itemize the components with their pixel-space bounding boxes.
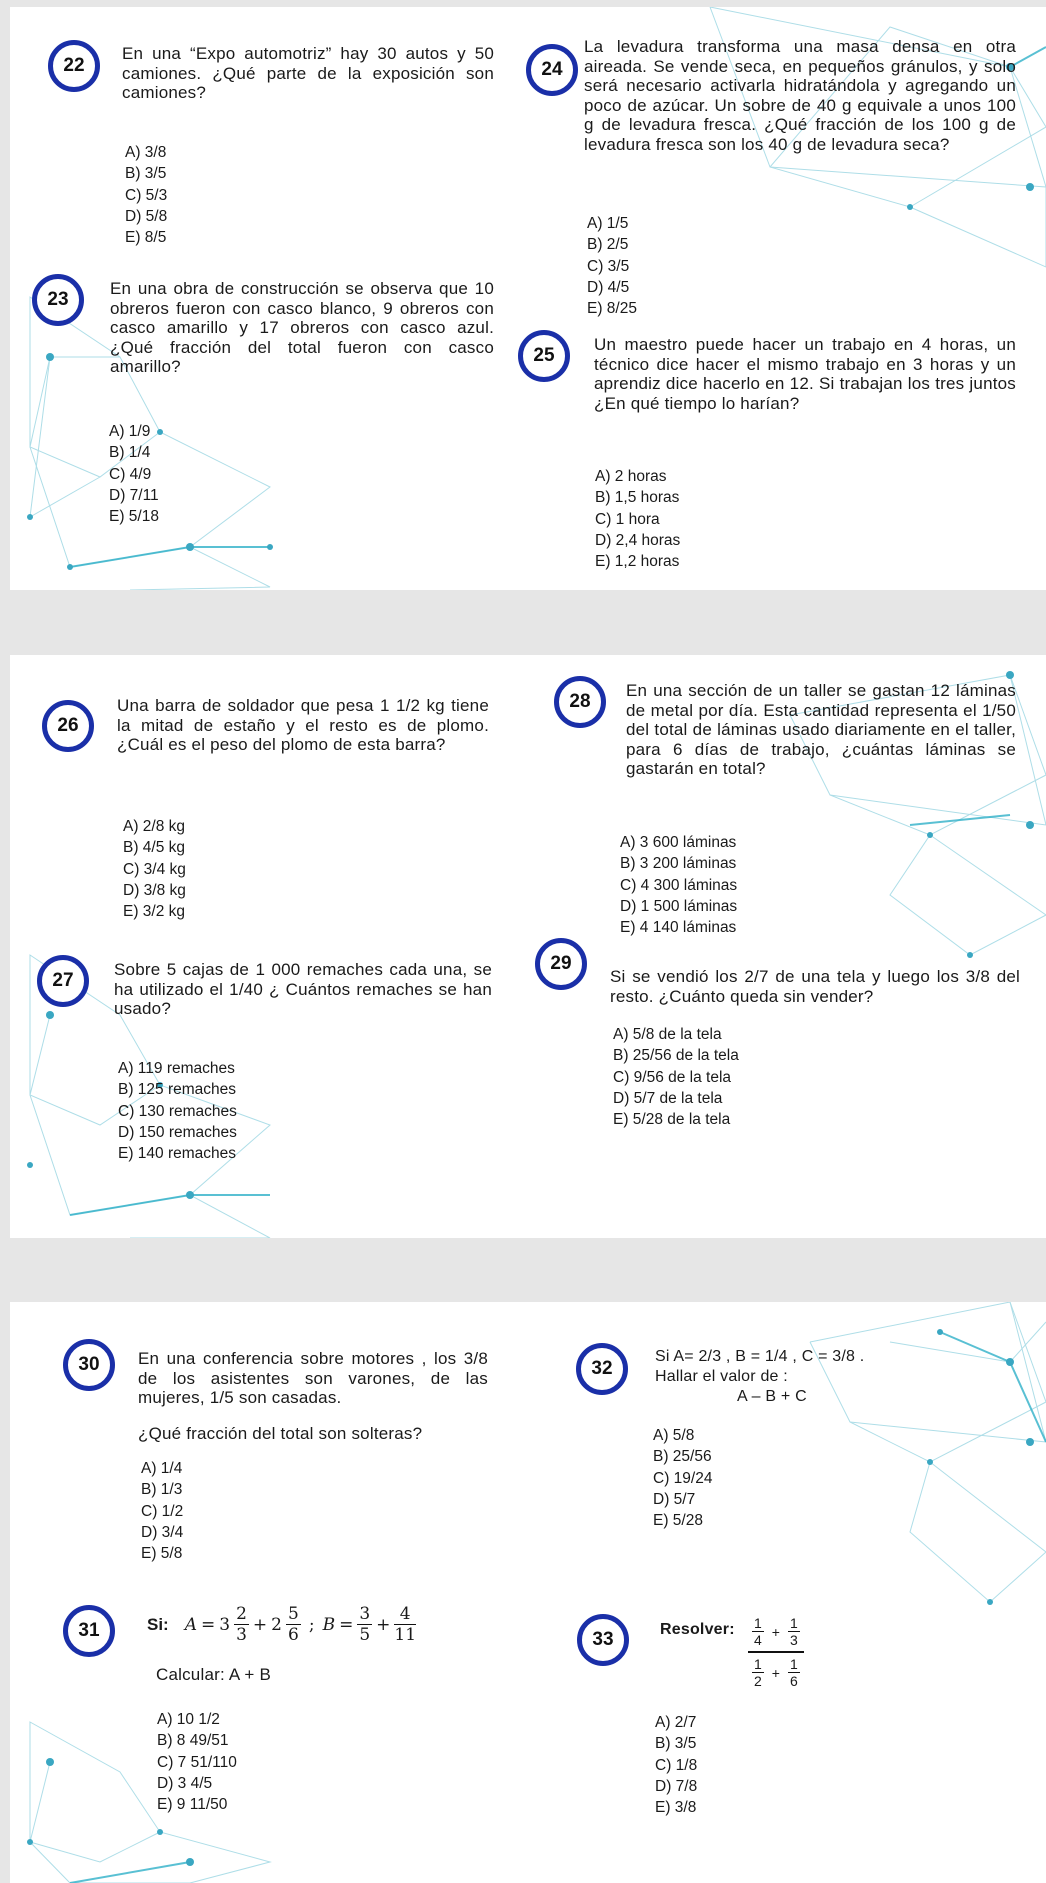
options-list xyxy=(595,466,680,572)
instruction: Hallar el valor de : xyxy=(655,1368,788,1385)
option-b[interactable]: B) 3 200 láminas xyxy=(620,855,737,873)
options-list xyxy=(118,1058,237,1164)
option-c[interactable]: C) 5/3 xyxy=(125,186,168,204)
option-e[interactable]: E) 8/25 xyxy=(587,300,637,318)
fraction: $\frac{2}{3}$ xyxy=(236,1604,247,1645)
option-a[interactable]: A) 119 remaches xyxy=(118,1060,235,1077)
question-number-badge: 32 xyxy=(576,1343,628,1395)
option-d[interactable]: D) 3 4/5 xyxy=(157,1774,213,1792)
option-e[interactable]: E) 5/28 de la tela xyxy=(613,1111,731,1129)
question-number-badge: 24 xyxy=(526,44,578,96)
option-a[interactable]: A) 2 horas xyxy=(595,468,667,485)
option-a[interactable]: A) 1/5 xyxy=(587,215,629,232)
question-number-badge: 22 xyxy=(48,40,100,92)
given-values: Si A= 2/3 , B = 1/4 , C = 3/8 . xyxy=(655,1348,865,1365)
option-c[interactable]: C) 130 remaches xyxy=(118,1102,237,1120)
options-list xyxy=(125,142,167,248)
option-e[interactable]: E) 4 140 láminas xyxy=(620,919,737,937)
plus: + xyxy=(252,1614,268,1635)
fraction-denominator: $\frac{1}{2}$ + $\frac{1}{6}$ xyxy=(754,1656,798,1689)
option-a[interactable]: A) 1/9 xyxy=(109,423,151,440)
option-a[interactable]: A) 5/8 de la tela xyxy=(613,1026,722,1043)
option-b[interactable]: B) 125 remaches xyxy=(118,1081,237,1099)
option-d[interactable]: D) 5/7 de la tela xyxy=(613,1089,723,1107)
option-a[interactable]: A) 5/8 xyxy=(653,1427,695,1444)
equals: = xyxy=(201,1614,216,1635)
equals: = xyxy=(339,1614,354,1635)
whole-number: 2 xyxy=(271,1614,282,1635)
options-list xyxy=(587,213,637,319)
option-a[interactable]: A) 1/4 xyxy=(141,1460,183,1477)
options-list xyxy=(157,1709,237,1815)
option-b[interactable]: B) 1/3 xyxy=(141,1481,183,1499)
option-d[interactable]: D) 150 remaches xyxy=(118,1123,237,1141)
panel-1 xyxy=(10,7,1046,590)
si-label: Si: xyxy=(147,1614,169,1634)
option-a[interactable]: A) 2/7 xyxy=(655,1714,697,1731)
fraction: $\frac{4}{11}$ xyxy=(394,1604,417,1645)
option-b[interactable]: B) 25/56 de la tela xyxy=(613,1047,739,1065)
expression: A – B + C xyxy=(737,1388,807,1405)
question-number-badge: 31 xyxy=(63,1605,115,1657)
fraction: $\frac{3}{5}$ xyxy=(359,1604,371,1645)
option-e[interactable]: E) 140 remaches xyxy=(118,1145,237,1163)
option-e[interactable]: E) 5/28 xyxy=(653,1512,703,1530)
option-a[interactable]: A) 3 600 láminas xyxy=(620,834,737,851)
options-list xyxy=(655,1712,697,1818)
panel-3 xyxy=(10,1302,1046,1883)
question-text: En una “Expo automotriz” hay 30 autos y 50 camiones. ¿Qué parte de la exposición son camiones? xyxy=(122,44,494,102)
calc-label: Calcular: A + B xyxy=(156,1665,271,1684)
option-b[interactable]: B) 8 49/51 xyxy=(157,1732,229,1750)
option-a[interactable]: A) 10 1/2 xyxy=(157,1711,220,1728)
options-list xyxy=(109,421,159,527)
option-d[interactable]: D) 5/7 xyxy=(653,1490,696,1508)
panel-2 xyxy=(10,655,1046,1238)
question-text: En una conferencia sobre motores , los 3/8 de los asistentes son varones, de las mujeres, 1/5 son casadas. xyxy=(138,1349,488,1407)
option-d[interactable]: D) 3/4 xyxy=(141,1523,184,1541)
option-d[interactable]: D) 7/8 xyxy=(655,1777,698,1795)
question-text: La levadura transforma una masa densa en otra aireada. Se vende seca, en pequeños gránulos, y solo será necesario activarla hidratándola y agregando un poco de azúcar. Un sobre de 40 g equivale a unos 100 g de levadura fresca. ¿Qué fracción de los 100 g de levadura fresca son los 40 g de levadura seca? xyxy=(584,37,1016,154)
question-text: Si se vendió los 2/7 de una tela y luego los 3/8 del resto. ¿Cuánto queda sin vender? xyxy=(610,967,1020,1006)
resolver-label: Resolver: xyxy=(660,1621,735,1638)
option-e[interactable]: E) 1,2 horas xyxy=(595,553,680,571)
semicolon: ; xyxy=(308,1614,315,1635)
question-number-badge: 29 xyxy=(535,938,587,990)
option-a[interactable]: A) 2/8 kg xyxy=(123,818,186,835)
question-number-badge: 25 xyxy=(518,330,570,382)
question-text: Un maestro puede hacer un trabajo en 4 horas, un técnico dice hacer el mismo trabajo en 3 horas y un aprendiz dice hacerlo en 12. Si trabajan los tres juntos ¿En qué tiempo lo harían? xyxy=(594,335,1016,413)
option-c[interactable]: C) 9/56 de la tela xyxy=(613,1068,732,1086)
formula-31 xyxy=(147,1604,416,1645)
option-c[interactable]: C) 1/8 xyxy=(655,1756,698,1774)
question-number-badge: 26 xyxy=(42,700,94,752)
option-c[interactable]: C) 1 hora xyxy=(595,510,660,528)
question-number-badge: 33 xyxy=(577,1614,629,1666)
question-number-badge: 23 xyxy=(32,274,84,326)
option-d[interactable]: D) 7/11 xyxy=(109,486,159,504)
option-b[interactable]: B) 1/4 xyxy=(109,444,151,462)
question-text: Una barra de soldador que pesa 1 1/2 kg tiene la mitad de estaño y el resto es de plomo. ¿Cuál es el peso del plomo de esta barra? xyxy=(117,696,489,754)
whole-number: 3 xyxy=(219,1614,231,1635)
question-number-badge: 28 xyxy=(554,676,606,728)
option-b[interactable]: B) 3/5 xyxy=(655,1735,697,1753)
option-e[interactable]: E) 3/2 kg xyxy=(123,903,186,921)
option-d[interactable]: D) 3/8 kg xyxy=(123,881,186,899)
option-d[interactable]: D) 4/5 xyxy=(587,278,630,296)
option-b[interactable]: B) 3/5 xyxy=(125,165,167,183)
var-a: A xyxy=(184,1614,198,1635)
compound-fraction xyxy=(748,1615,804,1689)
question-number-badge: 27 xyxy=(37,955,89,1007)
options-list xyxy=(620,832,737,938)
question-number-badge: 30 xyxy=(63,1339,115,1391)
option-c[interactable]: C) 3/5 xyxy=(587,257,630,275)
plus: + xyxy=(376,1614,391,1635)
option-e[interactable]: E) 9 11/50 xyxy=(157,1796,228,1814)
main-fraction-bar xyxy=(748,1651,804,1653)
option-e[interactable]: E) 8/5 xyxy=(125,229,167,247)
option-b[interactable]: B) 25/56 xyxy=(653,1448,712,1466)
options-list xyxy=(123,816,186,922)
option-d[interactable]: D) 2,4 horas xyxy=(595,531,681,549)
option-c[interactable]: C) 3/4 kg xyxy=(123,860,186,878)
question-text-2: ¿Qué fracción del total son solteras? xyxy=(138,1424,423,1443)
option-d[interactable]: D) 1 500 láminas xyxy=(620,897,738,915)
option-b[interactable]: B) 1,5 horas xyxy=(595,489,680,507)
option-d[interactable]: D) 5/8 xyxy=(125,207,168,225)
options-list xyxy=(141,1458,183,1564)
fraction: $\frac{5}{6}$ xyxy=(288,1604,299,1645)
question-text: En una obra de construcción se observa que 10 obreros fueron con casco blanco, 9 obreros con casco amarillo y 17 obreros con casco azul. ¿Qué fracción del total fueron con casco amarillo? xyxy=(110,279,494,376)
option-b[interactable]: B) 2/5 xyxy=(587,236,629,254)
options-list xyxy=(613,1024,739,1130)
question-text: Sobre 5 cajas de 1 000 remaches cada una, se ha utilizado el 1/40 ¿ Cuántos remaches se han usado? xyxy=(114,960,492,1018)
var-b: B xyxy=(322,1614,336,1635)
option-c[interactable]: C) 4/9 xyxy=(109,465,152,483)
option-e[interactable]: E) 5/8 xyxy=(141,1545,183,1563)
option-c[interactable]: C) 4 300 láminas xyxy=(620,876,738,894)
option-c[interactable]: C) 7 51/110 xyxy=(157,1753,237,1771)
option-a[interactable]: A) 3/8 xyxy=(125,144,167,161)
option-e[interactable]: E) 3/8 xyxy=(655,1799,697,1817)
option-e[interactable]: E) 5/18 xyxy=(109,508,159,526)
fraction-numerator: $\frac{1}{4}$ + $\frac{1}{3}$ xyxy=(754,1615,798,1648)
question-text: En una sección de un taller se gastan 12 láminas de metal por día. Esta cantidad representa el 1/50 del total de láminas usado diariamente en el taller, para 6 días de trabajo, ¿cuántas láminas se gastarán en total? xyxy=(626,681,1016,778)
option-c[interactable]: C) 1/2 xyxy=(141,1502,184,1520)
option-c[interactable]: C) 19/24 xyxy=(653,1469,713,1487)
option-b[interactable]: B) 4/5 kg xyxy=(123,839,186,857)
options-list xyxy=(653,1425,712,1531)
